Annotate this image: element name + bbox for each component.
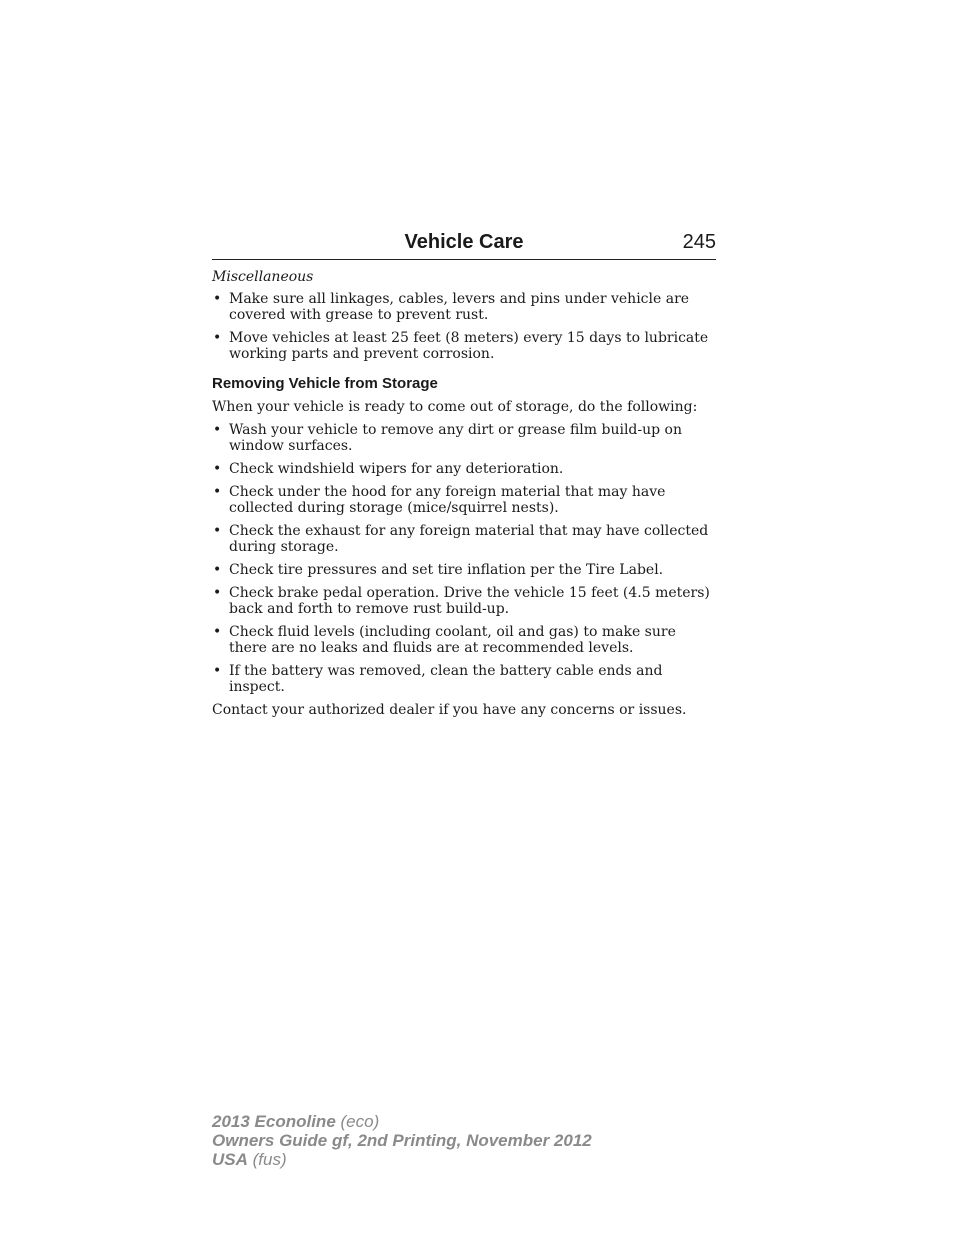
list-item-text: Check tire pressures and set tire inflation per the Tire Label. [229, 562, 664, 578]
bullet-icon: • [213, 624, 222, 640]
bullet-icon: • [213, 330, 222, 346]
bullet-icon: • [213, 585, 222, 601]
page-number: 245 [682, 231, 716, 253]
footer-line-1 [212, 1112, 592, 1131]
footer-market: USA [212, 1150, 248, 1169]
footer-model: 2013 Econoline [212, 1112, 336, 1131]
list-item [212, 624, 716, 656]
list-item-text: Move vehicles at least 25 feet (8 meters) every 15 days to lubricate working parts and prevent corrosion. [229, 330, 709, 362]
bullet-icon: • [213, 523, 222, 539]
bullet-icon: • [213, 663, 222, 679]
list-item-text: Check windshield wipers for any deterioration. [229, 461, 564, 477]
list-item [212, 523, 716, 555]
list-item [212, 585, 716, 617]
page-header [212, 229, 716, 260]
footer-line-3 [212, 1150, 592, 1169]
page-title: Vehicle Care [404, 231, 524, 253]
bullet-icon: • [213, 562, 222, 578]
footer-model-code: (eco) [335, 1112, 380, 1131]
list-item-text: Check fluid levels (including coolant, oil and gas) to make sure there are no leaks and fluids are at recommended levels. [229, 624, 676, 656]
list-item [212, 291, 716, 323]
bullet-icon: • [213, 461, 222, 477]
bullet-icon: • [213, 484, 222, 500]
list-item [212, 562, 716, 578]
miscellaneous-heading: Miscellaneous [212, 269, 314, 285]
footer-line-2 [212, 1131, 592, 1150]
list-item [212, 663, 716, 695]
list-item [212, 461, 716, 477]
footer-market-code: (fus) [247, 1150, 287, 1169]
list-item-text: Check under the hood for any foreign material that may have collected during storage (mice/squirrel nests). [229, 484, 666, 516]
list-item-text: Wash your vehicle to remove any dirt or grease film build-up on window surfaces. [229, 422, 682, 454]
removing-list [212, 422, 716, 695]
page-content [212, 229, 716, 725]
list-item-text: Check the exhaust for any foreign material that may have collected during storage. [229, 523, 709, 555]
list-item [212, 484, 716, 516]
section-heading: Removing Vehicle from Storage [212, 375, 438, 392]
bullet-icon: • [213, 291, 222, 307]
intro-paragraph: When your vehicle is ready to come out of storage, do the following: [212, 399, 698, 415]
list-item-text: Check brake pedal operation. Drive the vehicle 15 feet (4.5 meters) back and forth to remove rust build-up. [229, 585, 710, 617]
list-item-text: If the battery was removed, clean the battery cable ends and inspect. [229, 663, 663, 695]
footer-guide: Owners Guide gf, 2nd Printing, November 2012 [212, 1131, 592, 1150]
list-item [212, 422, 716, 454]
page-footer [212, 1112, 592, 1169]
list-item [212, 330, 716, 362]
miscellaneous-list [212, 291, 716, 362]
bullet-icon: • [213, 422, 222, 438]
list-item-text: Make sure all linkages, cables, levers and pins under vehicle are covered with grease to prevent rust. [229, 291, 690, 323]
closing-paragraph: Contact your authorized dealer if you have any concerns or issues. [212, 702, 687, 718]
